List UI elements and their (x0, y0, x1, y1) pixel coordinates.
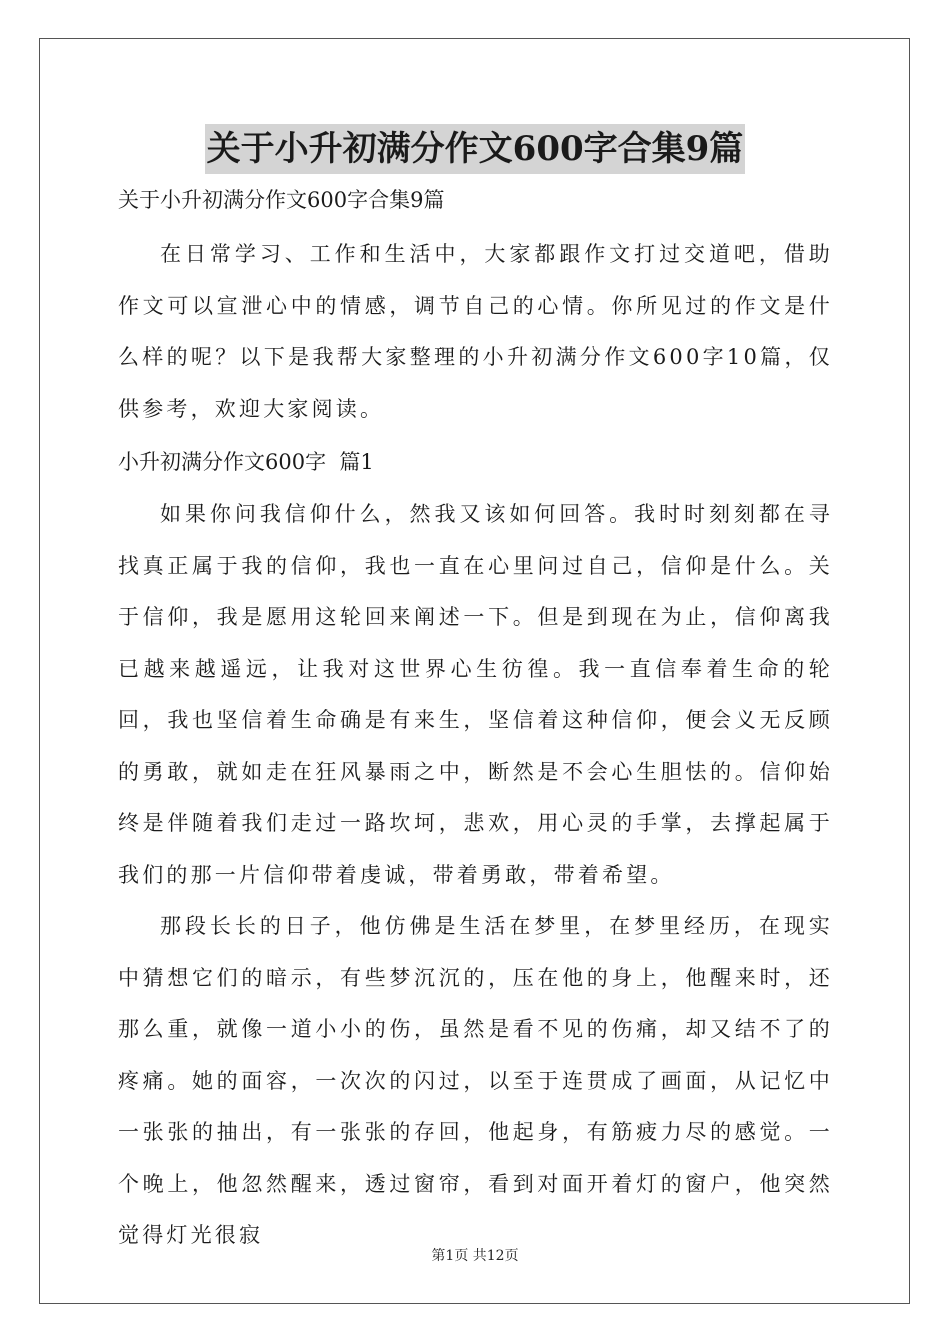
document-subtitle: 关于小升初满分作文600字合集9篇 (118, 188, 445, 212)
intro-paragraph: 在日常学习、工作和生活中，大家都跟作文打过交道吧，借助作文可以宣泄心中的情感，调节自己的心情。你所见过的作文是什么样的呢？以下是我帮大家整理的小升初满分作文600字10篇，仅供参考，欢迎大家阅读。 (118, 242, 833, 421)
document-body (118, 175, 833, 1262)
document-title: 关于小升初满分作文600字合集9篇 (205, 124, 746, 174)
page-footer: 第1页 共12页 (431, 1248, 519, 1264)
title-wrap (0, 124, 950, 174)
body-paragraph-2: 那段长长的日子，他仿佛是生活在梦里，在梦里经历，在现实中猜想它们的暗示，有些梦沉沉的，压在他的身上，他醒来时，还那么重，就像一道小小的伤，虽然是看不见的伤痛，却又结不了的疼痛。她的面容，一次次的闪过，以至于连贯成了画面，从记忆中一张张的抽出，有一张张的存回，他起身，有筋疲力尽的感觉。一个晚上，他忽然醒来，透过窗帘，看到对面开着灯的窗户，他突然觉得灯光很寂 (118, 914, 833, 1247)
body-paragraph-1: 如果你问我信仰什么，然我又该如何回答。我时时刻刻都在寻找真正属于我的信仰，我也一直在心里问过自己，信仰是什么。关于信仰，我是愿用这轮回来阐述一下。但是到现在为止，信仰离我已越来越遥远，让我对这世界心生彷徨。我一直信奉着生命的轮回，我也坚信着生命确是有来生，坚信着这种信仰，便会义无反顾的勇敢，就如走在狂风暴雨之中，断然是不会心生胆怯的。信仰始终是伴随着我们走过一路坎坷，悲欢，用心灵的手掌，去撑起属于我们的那一片信仰带着虔诚，带着勇敢，带着希望。 (118, 502, 833, 887)
section-heading: 小升初满分作文600字 篇1 (118, 450, 374, 474)
